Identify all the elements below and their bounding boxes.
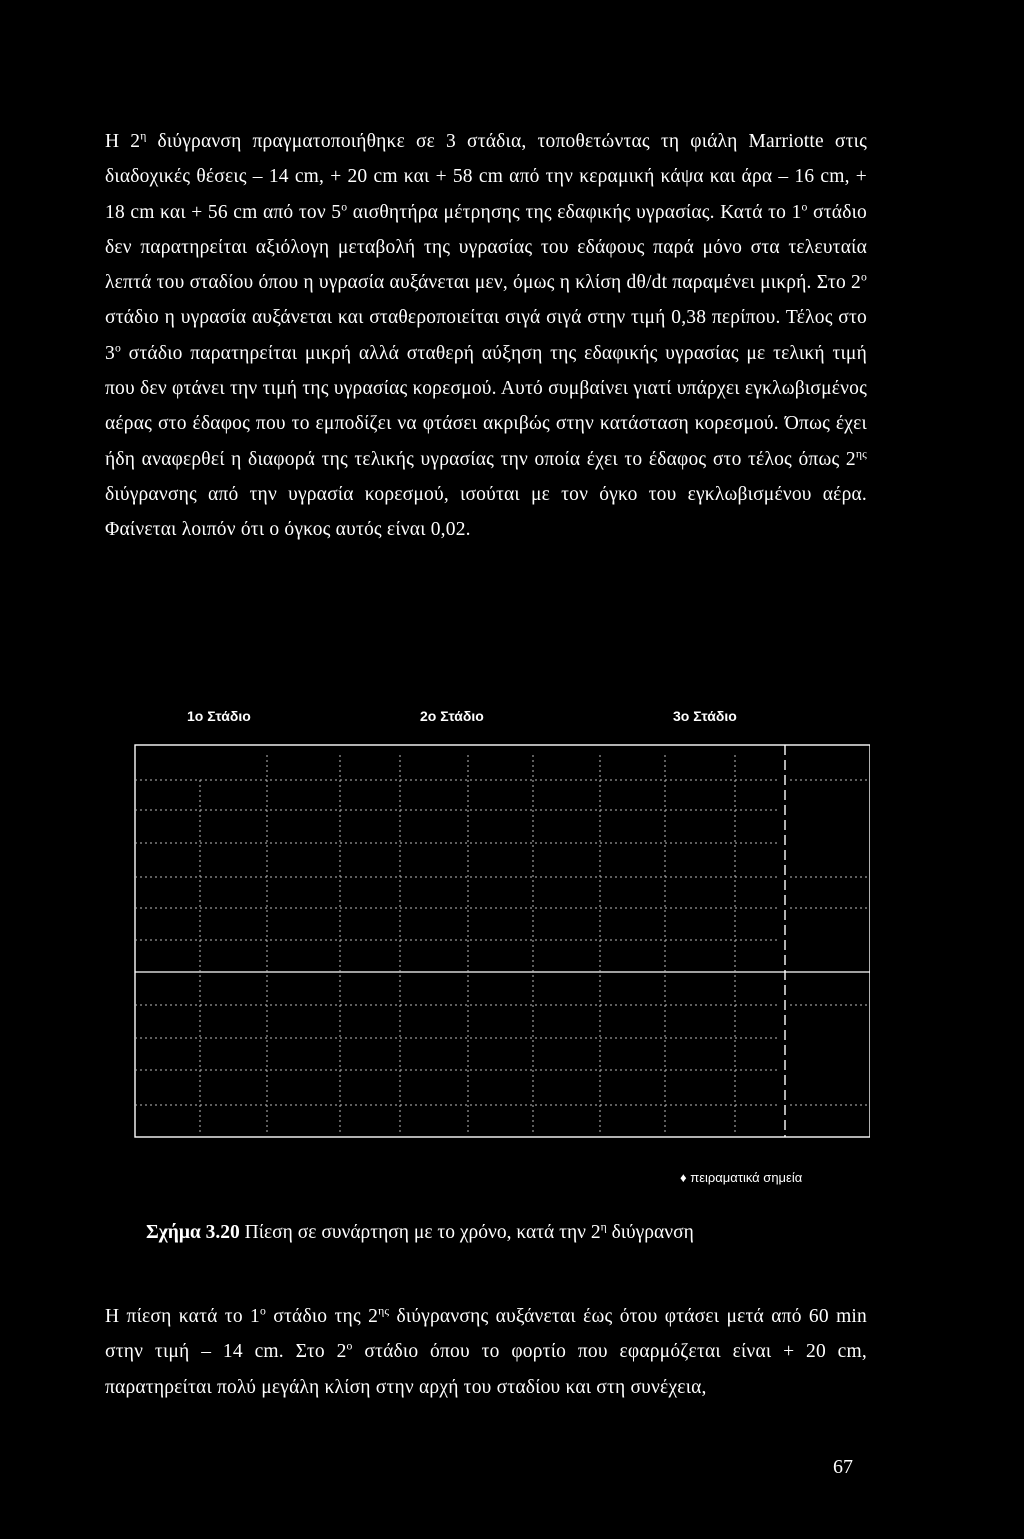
body-paragraph-2: Η πίεση κατά το $1^o$ στάδιο της $2^{\eta\varsigma}$ διύγρανσης αυξάνεται έως ότου φτάσει μετά από 60 min στην τιμή – 14 cm. Στο $2^o$ στάδιο όπου το φορτίο που εφαρμόζεται είναι + 20 cm, παρατηρείται πολύ μεγάλη κλίση στην αρχή του σταδίου και στη συνέχεια, <box>105 1304 868 1398</box>
body-paragraph-1: Η $2^\eta$ διύγρανση πραγματοποιήθηκε σε 3 στάδια, τοποθετώντας τη φιάλη Marriotte στις διαδοχικές θέσεις – 14 cm, + 20 cm και + 58 cm από την κεραμική κάψα και άρα – 16 cm, + 18 cm και + 56 cm από τον $5^o$ αισθητήρα μέτρησης της εδαφικής υγρασίας. Κατά το $1^o$ στάδιο δεν παρατηρείται αξιόλογη μεταβολή της υγρασίας του εδάφους παρά μόνο στα τελευταία λεπτά του σταδίου όπου η υγρασία αυξάνεται μεν, όμως η κλίση dθ/dt παραμένει μικρή. Στο $2^o$ στάδιο η υγρασία αυξάνεται και σταθεροποιείται σιγά σιγά στην τιμή 0,38 περίπου. Τέλος στο $3^o$ στάδιο παρατηρείται μικρή αλλά σταθερή αύξηση της εδαφικής υγρασίας με τελική τιμή που δεν φτάνει την τιμή της υγρασίας κορεσμού. Αυτό συμβαίνει γιατί υπάρχει εγκλωβισμένος αέρας στο έδαφος που το εμποδίζει να φτάσει ακριβώς στην κατάσταση κορεσμού. Όπως έχει ήδη αναφερθεί η διαφορά της τελικής υγρασίας την οποία έχει το έδαφος στο τέλος όπως $2^{\eta\varsigma}$ διύγρανσης από την υγρασία κορεσμού, ισούται με τον όγκο του εγκλωβισμένου αέρα. Φαίνεται λοιπόν ότι ο όγκος αυτός είναι 0,02. <box>105 129 867 541</box>
stage-2-label: 2ο Στάδιο <box>420 708 484 724</box>
pressure-chart-faded <box>130 740 870 1145</box>
chart-frame <box>135 745 870 1137</box>
stage-1-label: 1ο Στάδιο <box>187 708 251 724</box>
page-number: 67 <box>833 1456 853 1478</box>
stage-3-label: 3ο Στάδιο <box>673 708 737 724</box>
figure-caption: Σχήμα 3.20 Πίεση σε συνάρτηση με το χρόνο, κατά την $2^\eta$ διύγρανση <box>146 1220 694 1243</box>
chart-legend: ♦ πειραματικά σημεία <box>680 1170 803 1185</box>
